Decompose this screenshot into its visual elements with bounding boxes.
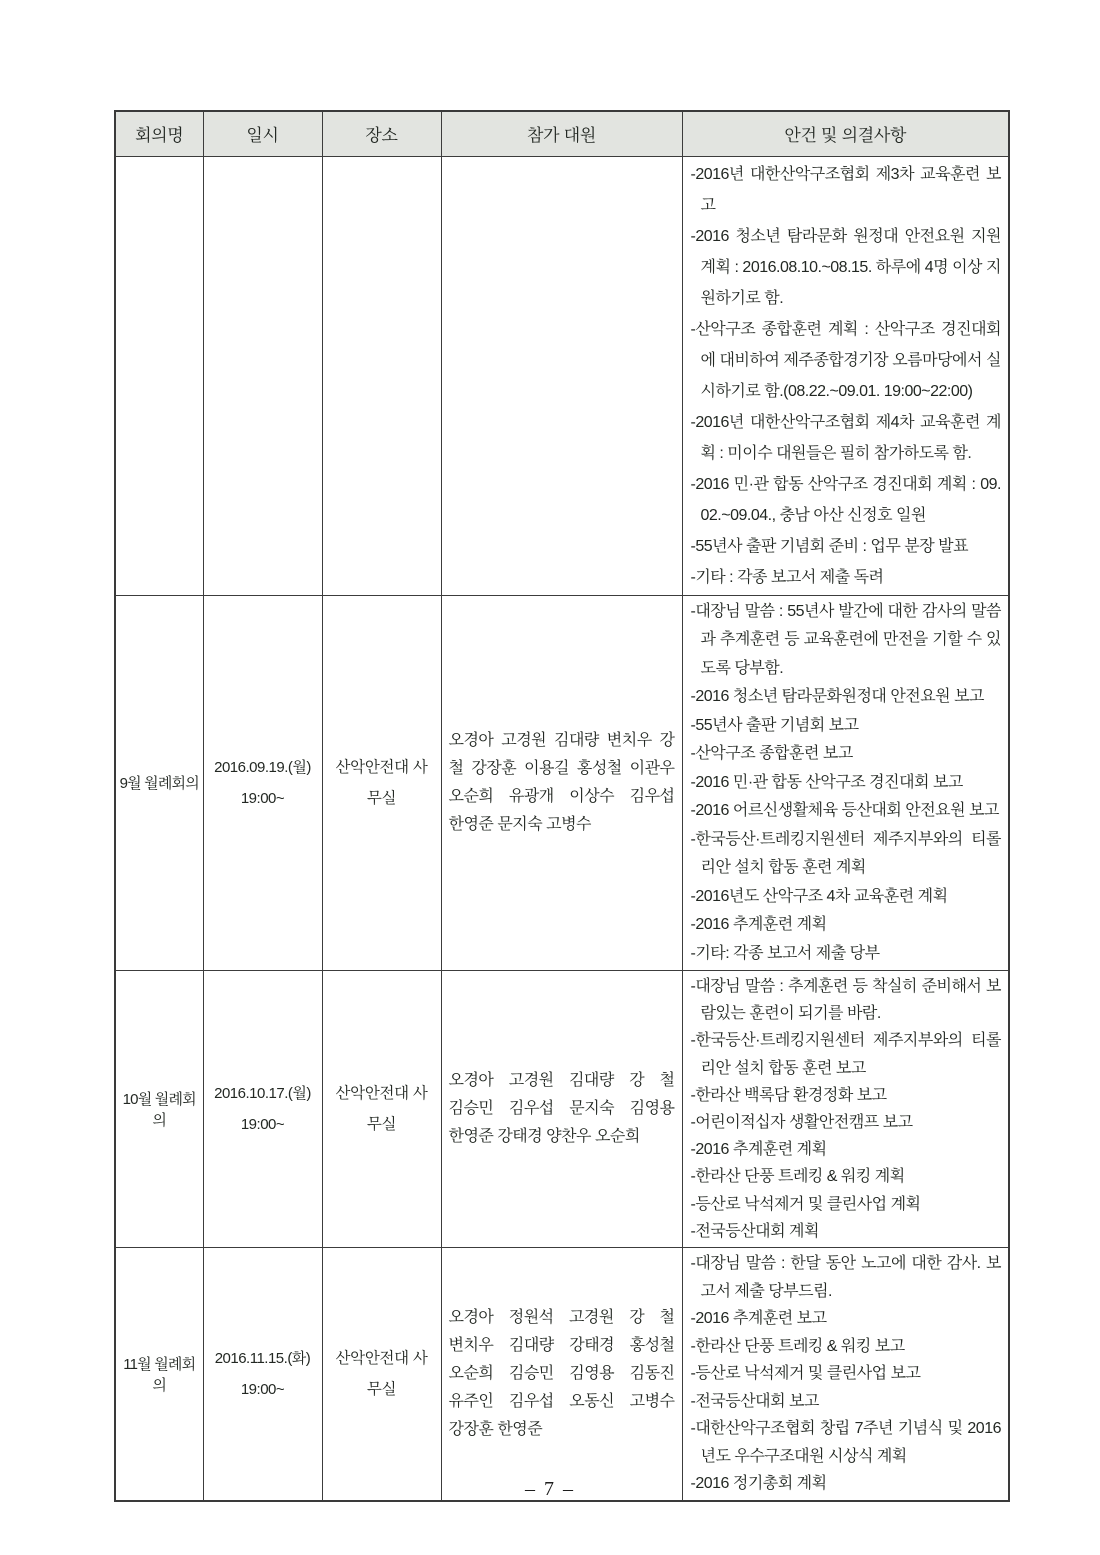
agenda-item: -2016 어르신생활체육 등산대회 안전요원 보고: [690, 802, 999, 819]
agenda-item: -기타: 각종 보고서 제출 당부: [690, 944, 880, 962]
agenda-cell: [682, 971, 1009, 1248]
agenda-item: -2016 정기총회 계획: [690, 1475, 827, 1493]
agenda-item: -어린이적십자 생활안전캠프 보고: [690, 1114, 913, 1132]
participants-cell: 오경아 고경원 김대량 강 철 김승민 김우섭 문지숙 김영용 한영준 강태경 양찬우 오순희: [441, 971, 682, 1248]
meeting-row: [115, 595, 1009, 971]
agenda-item: -2016년 대한산악구조협회 제4차 교육훈련 계획 : 미이수 대원들은 필히 참가하도록 함.: [690, 413, 1001, 462]
meeting-name-cell: [115, 156, 203, 595]
agenda-item: -대한산악구조협회 창립 7주년 기념식 및 2016년도 우수구조대원 시상식 계획: [690, 1420, 1001, 1465]
agenda-item: -대장님 말씀 : 55년사 발간에 대한 감사의 말씀과 추계훈련 등 교육훈련에 만전을 기할 수 있도록 당부함.: [690, 602, 1001, 677]
place-cell: 산악안전대 사무실: [322, 595, 441, 971]
header-place: 장소: [322, 111, 441, 156]
place-cell: 산악안전대 사무실: [322, 971, 441, 1248]
meeting-time: 19:00~: [240, 1116, 285, 1134]
meeting-row: [115, 971, 1009, 1248]
agenda-item: -전국등산대회 계획: [690, 1222, 819, 1240]
datetime-cell: [203, 1248, 322, 1501]
agenda-cell: [682, 595, 1009, 971]
agenda-item: -등산로 낙석제거 및 클린사업 보고: [690, 1365, 921, 1383]
agenda-item: -55년사 출판 기념회 준비 : 업무 분장 발표: [690, 537, 969, 555]
agenda-item: -산악구조 종합훈련 보고: [690, 745, 853, 762]
agenda-item: -한라산 단풍 트레킹 & 워킹 보고: [690, 1337, 905, 1355]
header-meeting-name: 회의명: [115, 111, 203, 156]
agenda-item: -2016 청소년 탐라문화 원정대 안전요원 지원 계획 : 2016.08.10.~08.15. 하루에 4명 이상 지원하기로 함.: [690, 227, 1001, 307]
table-body: [115, 156, 1009, 1501]
agenda-cell: [682, 1248, 1009, 1501]
header-agenda: 안건 및 의결사항: [682, 111, 1009, 156]
agenda-item: -대장님 말씀 : 한달 동안 노고에 대한 감사. 보고서 제출 당부드림.: [690, 1255, 1001, 1300]
meeting-date: 2016.11.15.(화): [214, 1349, 311, 1367]
agenda-item: -등산로 낙석제거 및 클린사업 계획: [690, 1195, 921, 1213]
agenda-item: -기타 : 각종 보고서 제출 독려: [690, 568, 884, 586]
meeting-time: 19:00~: [240, 1380, 285, 1398]
table-header: [115, 111, 1009, 156]
datetime-cell: [203, 156, 322, 595]
agenda-item: -2016 청소년 탐라문화원정대 안전요원 보고: [690, 688, 984, 705]
participants-cell: [441, 156, 682, 595]
meeting-date: 2016.09.19.(월): [214, 758, 311, 776]
agenda-item: -한국등산·트레킹지원센터 제주지부와의 티롤리안 설치 합동 훈련 보고: [690, 1032, 1001, 1077]
agenda-item: -대장님 말씀 : 추계훈련 등 착실히 준비해서 보람있는 훈련이 되기를 바람.: [690, 978, 1001, 1023]
meeting-time: 19:00~: [240, 789, 285, 807]
agenda-item: -2016 민·관 합동 산악구조 경진대회 보고: [690, 773, 963, 791]
agenda-item: -2016 추계훈련 보고: [690, 1310, 827, 1328]
datetime-cell: [203, 971, 322, 1248]
meeting-row: [115, 156, 1009, 595]
agenda-item: -2016 추계훈련 계획: [690, 916, 827, 933]
participants-cell: 오경아 고경원 김대량 변치우 강 철 강장훈 이용길 홍성철 이관우 오순희 유광개 이상수 김우섭 한영준 문지숙 고병수: [441, 595, 682, 971]
meeting-date: 2016.10.17.(월): [214, 1085, 311, 1103]
agenda-item: -한라산 백록담 환경정화 보고: [690, 1086, 887, 1104]
meeting-minutes-table: [114, 110, 1010, 1502]
participants-cell: 오경아 정원석 고경원 강 철 변치우 김대량 강태경 홍성철 오순희 김승민 김영용 김동진 유주인 김우섭 오동신 고병수 강장훈 한영준: [441, 1248, 682, 1501]
agenda-item: -2016년도 산악구조 4차 교육훈련 계획: [690, 887, 948, 905]
agenda-item: -2016년 대한산악구조협회 제3차 교육훈련 보고: [690, 165, 1001, 214]
agenda-item: -산악구조 종합훈련 계획 : 산악구조 경진대회에 대비하여 제주종합경기장 오름마당에서 실시하기로 함.(08.22.~09.01. 19:00~22:00): [690, 320, 1001, 400]
agenda-item: -2016 민·관 합동 산악구조 경진대회 계획 : 09.02.~09.04., 충남 아산 신정호 일원: [690, 475, 1001, 524]
place-cell: 산악안전대 사무실: [322, 1248, 441, 1501]
meeting-name-cell: 9월 월례회의: [115, 595, 203, 971]
header-participants: 참가 대원: [441, 111, 682, 156]
meeting-row: [115, 1248, 1009, 1501]
header-row: [115, 111, 1009, 156]
agenda-item: -한국등산·트레킹지원센터 제주지부와의 티롤리안 설치 합동 훈련 계획: [690, 830, 1001, 876]
agenda-item: -한라산 단풍 트레킹 & 워킹 계획: [690, 1168, 905, 1186]
agenda-item: -전국등산대회 보고: [690, 1392, 819, 1410]
page-number: – 7 –: [525, 1478, 575, 1500]
agenda-item: -2016 추계훈련 계획: [690, 1141, 827, 1159]
datetime-cell: [203, 595, 322, 971]
agenda-item: -55년사 출판 기념회 보고: [690, 716, 859, 734]
header-datetime: 일시: [203, 111, 322, 156]
meeting-name-cell: 11월 월례회의: [115, 1248, 203, 1501]
meeting-name-cell: 10월 월례회의: [115, 971, 203, 1248]
agenda-cell: [682, 156, 1009, 595]
place-cell: [322, 156, 441, 595]
